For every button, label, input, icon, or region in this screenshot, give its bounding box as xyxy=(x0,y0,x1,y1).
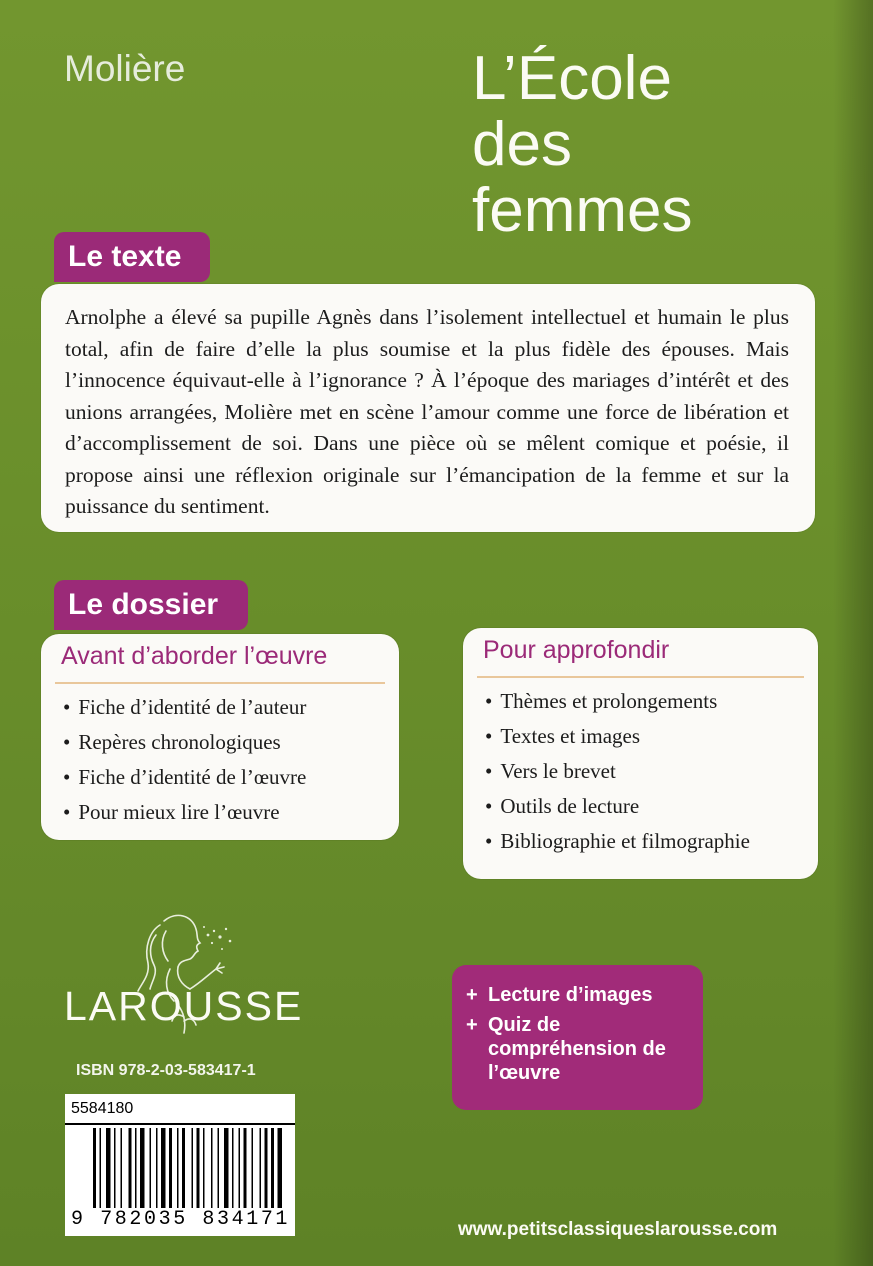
avant-divider xyxy=(55,682,385,684)
list-item: • Pour mieux lire l’œuvre xyxy=(63,795,306,830)
isbn-label: ISBN 978-2-03-583417-1 xyxy=(76,1062,256,1079)
synopsis-panel xyxy=(41,284,815,532)
barcode-icon xyxy=(93,1128,289,1212)
avant-list xyxy=(63,690,306,830)
extras-list xyxy=(466,983,703,1091)
list-item: • Fiche d’identité de l’auteur xyxy=(63,690,306,725)
approfondir-list xyxy=(485,684,750,859)
title-line-2: des xyxy=(472,110,572,179)
section-tag-texte: Le texte xyxy=(54,232,210,282)
synopsis-text: Arnolphe a élevé sa pupille Agnès dans l’isolement intellectuel et humain le plus total, afin de faire d’elle la plus soumise et la plus fidèle des épouses. Mais l’innocence équivaut-elle à l’ignorance ? À l’époque des mariages d’intérêt et des unions arrangées, Molière met en scène l’amour comme une force de libération et d’accomplissement de soi. Dans une pièce où se mêlent comique et poésie, il propose ainsi une réflexion originale sur l’émancipation de la femme et sur la puissance du sentiment. xyxy=(65,305,789,518)
list-item: • Vers le brevet xyxy=(485,754,750,789)
barcode-number: 5584180 xyxy=(71,1100,134,1117)
publisher-wordmark: LAROUSSE xyxy=(64,983,304,1029)
approfondir-panel xyxy=(463,628,818,879)
extras-item: + Quiz de compréhension de l’œuvre xyxy=(466,1013,703,1085)
list-item: • Repères chronologiques xyxy=(63,725,306,760)
extras-item: + Lecture d’images xyxy=(466,983,703,1007)
approfondir-divider xyxy=(477,676,804,678)
list-item: • Textes et images xyxy=(485,719,750,754)
website-url: www.petitsclassiqueslarousse.com xyxy=(458,1219,778,1240)
approfondir-heading: Pour approfondir xyxy=(483,636,670,664)
avant-heading: Avant d’aborder l’œuvre xyxy=(61,642,328,670)
barcode-digits: 9 782035 834171 xyxy=(71,1208,291,1231)
title-line-3: femmes xyxy=(472,176,693,245)
section-tag-dossier: Le dossier xyxy=(54,580,248,630)
avant-panel xyxy=(41,634,399,840)
barcode-sticker xyxy=(65,1094,295,1236)
list-item: • Thèmes et prolongements xyxy=(485,684,750,719)
book-title xyxy=(472,46,832,244)
list-item: • Bibliographie et filmographie xyxy=(485,824,750,859)
title-line-1: L’École xyxy=(472,44,672,113)
extras-box xyxy=(452,965,703,1110)
list-item: • Outils de lecture xyxy=(485,789,750,824)
spine-shadow xyxy=(833,0,873,1266)
author-name: Molière xyxy=(64,48,186,89)
list-item: • Fiche d’identité de l’œuvre xyxy=(63,760,306,795)
barcode-rule xyxy=(65,1123,295,1125)
